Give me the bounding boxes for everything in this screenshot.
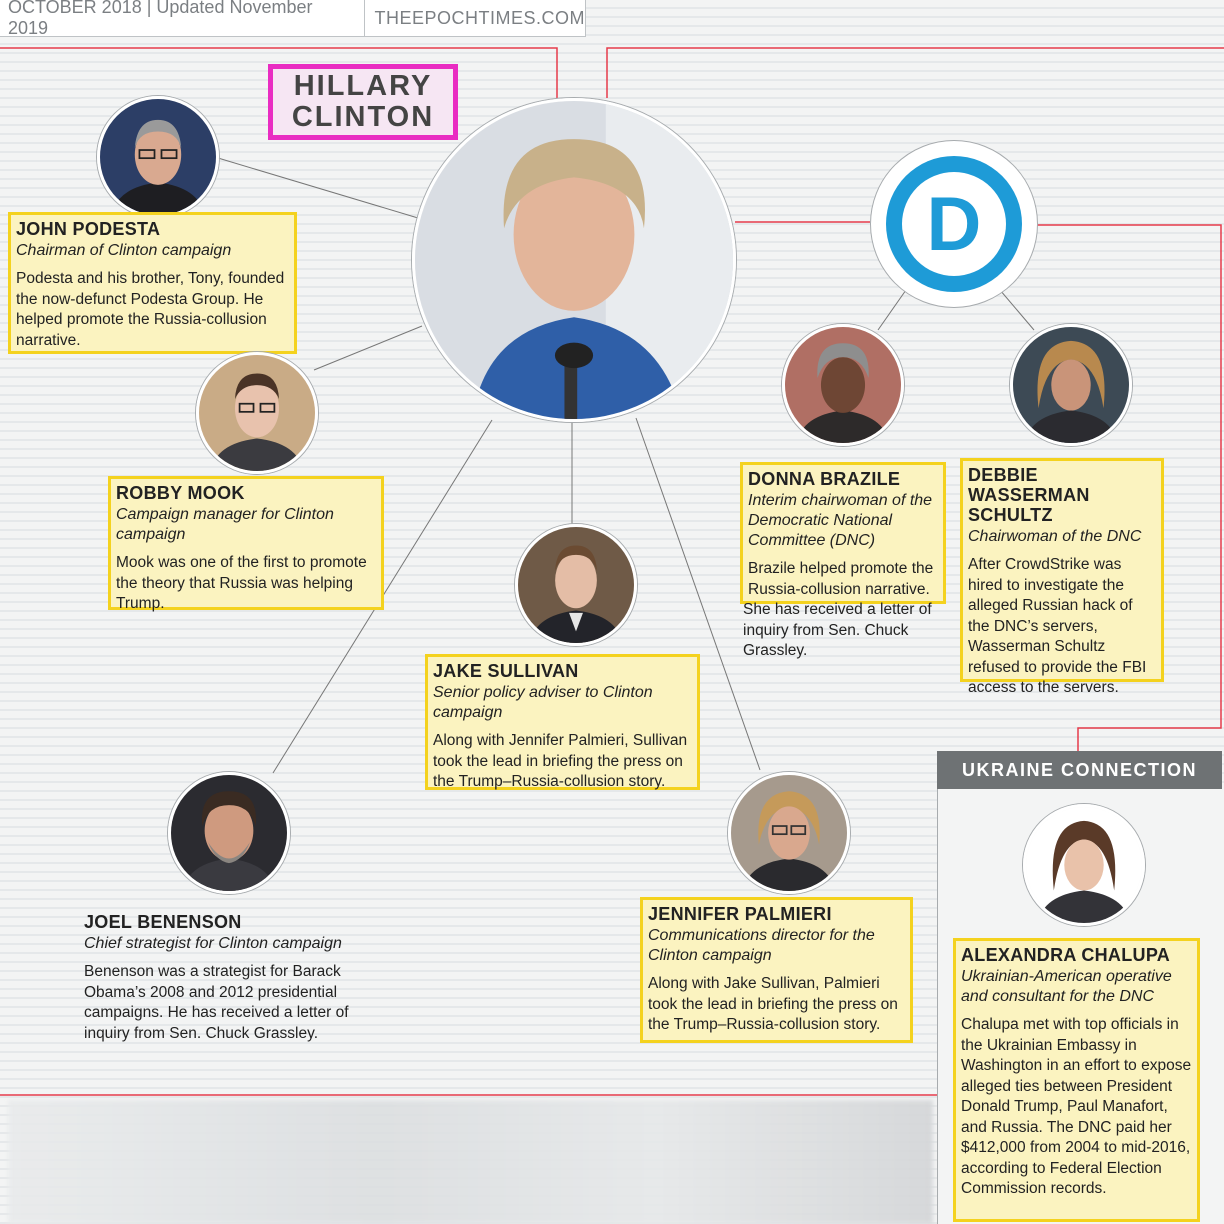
sullivan-name: JAKE SULLIVAN xyxy=(433,661,579,681)
blurred-region xyxy=(8,1100,933,1224)
chalupa-role: Ukrainian-American operative and consultant for the DNC xyxy=(961,968,1172,1005)
mook-photo xyxy=(196,352,318,474)
mook-name: ROBBY MOOK xyxy=(116,483,245,503)
mook-role: Campaign manager for Clinton campaign xyxy=(116,506,334,543)
site-name: THEEPOCHTIMES.COM xyxy=(374,7,585,28)
podesta-card xyxy=(8,212,297,354)
palmieri-photo xyxy=(728,772,850,894)
mook-card xyxy=(108,476,384,610)
podesta-role: Chairman of Clinton campaign xyxy=(16,242,232,259)
sullivan-photo xyxy=(515,524,637,646)
wasserman-card xyxy=(960,458,1164,696)
podesta-name: JOHN PODESTA xyxy=(16,219,161,239)
palmieri-card xyxy=(640,897,913,1043)
palmieri-role: Communications director for the Clinton campaign xyxy=(648,927,875,964)
benenson-role: Chief strategist for Clinton campaign xyxy=(84,935,342,952)
sullivan-desc: Along with Jennifer Palmieri, Sullivan took the lead in briefing the press on the Trump–Russia-collusion story. xyxy=(433,732,688,790)
chalupa-name: ALEXANDRA CHALUPA xyxy=(961,945,1171,965)
dnc-logo xyxy=(870,140,1038,308)
podesta-photo xyxy=(97,96,219,218)
wasserman-photo xyxy=(1010,324,1132,446)
line-podesta xyxy=(218,158,418,218)
red-connector-top xyxy=(607,48,1224,98)
line-mook xyxy=(314,326,422,370)
chalupa-photo xyxy=(1023,804,1145,926)
date-label: OCTOBER 2018 | Updated November 2019 xyxy=(8,0,313,38)
brazile-card xyxy=(740,462,946,604)
sullivan-card xyxy=(425,654,700,790)
wasserman-name: DEBBIE WASSERMAN SCHULTZ xyxy=(968,465,1090,525)
ukraine-heading: UKRAINE CONNECTION xyxy=(937,751,1222,789)
benenson-name: JOEL BENENSON xyxy=(84,912,242,932)
benenson-desc: Benenson was a strategist for Barack Obama’s 2008 and 2012 presidential campaigns. He has received a letter of inquiry from Sen. Chuck Grassley. xyxy=(84,963,349,1042)
chalupa-desc: Chalupa met with top officials in the Ukrainian Embassy in Washington in an effort to expose alleged ties between President Donald Trump, Paul Manafort, and Russia. The DNC paid her $412,000 from 2004 to mid-2016, according to Federal Election Commission records. xyxy=(961,1016,1192,1197)
brazile-extra xyxy=(743,600,953,662)
brazile-desc-2: She has received a letter of inquiry from Sen. Chuck Grassley. xyxy=(743,601,932,659)
clinton-photo xyxy=(412,98,736,422)
header-bar xyxy=(0,0,586,37)
benenson-text xyxy=(84,912,374,1044)
title-line-1: HILLARY xyxy=(293,70,433,102)
mook-desc: Mook was one of the first to promote the theory that Russia was helping Trump. xyxy=(116,554,367,612)
palmieri-desc: Along with Jake Sullivan, Palmieri took the lead in briefing the press on the Trump–Russia-collusion story. xyxy=(648,975,898,1033)
chalupa-card xyxy=(953,938,1200,1222)
brazile-role: Interim chairwoman of the Democratic National Committee (DNC) xyxy=(748,492,933,549)
benenson-photo xyxy=(168,772,290,894)
brazile-desc: Brazile helped promote the Russia-collusion narrative. xyxy=(748,560,934,598)
podesta-desc: Podesta and his brother, Tony, founded the now-defunct Podesta Group. He helped promote the Russia-collusion narrative. xyxy=(16,270,285,349)
palmieri-name: JENNIFER PALMIERI xyxy=(648,904,832,924)
brazile-name: DONNA BRAZILE xyxy=(748,469,901,489)
brazile-photo xyxy=(782,324,904,446)
sullivan-role: Senior policy adviser to Clinton campaign xyxy=(433,684,653,721)
wasserman-role: Chairwoman of the DNC xyxy=(968,528,1142,545)
wasserman-desc: After CrowdStrike was hired to investigate the alleged Russian hack of the DNC’s servers, Wasserman Schultz refused to provide the FBI access to the servers. xyxy=(968,556,1147,696)
title-line-2: CLINTON xyxy=(291,101,435,133)
title-box xyxy=(268,64,458,140)
dnc-logo-letter: D xyxy=(926,182,982,267)
